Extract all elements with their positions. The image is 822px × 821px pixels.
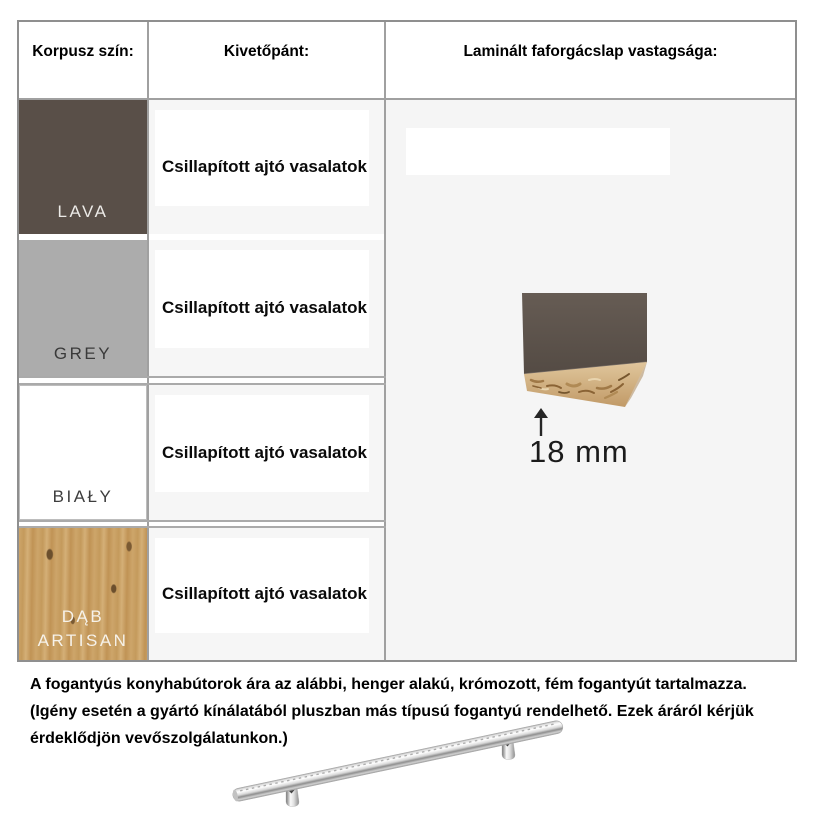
swatch-label-grey: GREY xyxy=(53,344,113,364)
header-vastagsag xyxy=(386,22,795,98)
hinge-text-row-1: Csillapított ajtó vasalatok xyxy=(162,157,367,176)
handle-note-line-3: érdeklődjön vevőszolgálatunkon.) xyxy=(30,730,288,747)
thickness-cell xyxy=(386,100,795,660)
chrome-bar-handle-image xyxy=(225,718,570,813)
hinge-cell-row-1 xyxy=(149,100,384,234)
row-divider xyxy=(19,520,386,522)
color-swatch-grey xyxy=(19,240,147,376)
swatch-label-lava: LAVA xyxy=(57,202,109,222)
hinge-text-row-3: Csillapított ajtó vasalatok xyxy=(162,442,367,462)
hinge-cell-row-3 xyxy=(149,385,384,520)
handle-note-line-1: A fogantyús konyhabútorok ára az alábbi, henger alakú, krómozott, fém fogantyút tartalmazza. xyxy=(30,676,747,693)
color-swatch-bialy xyxy=(19,385,147,520)
swatch-label-bialy: BIAŁY xyxy=(52,487,114,507)
header-korpusz-szin xyxy=(19,22,147,98)
swatch-label-dab-artisan: DĄB ARTISAN xyxy=(37,606,129,651)
hinge-text-row-4: Csillapított ajtó vasalatok xyxy=(162,584,367,603)
chipboard-edge-sample-image xyxy=(519,292,649,412)
header-kivetopant-label: Kivetőpánt: xyxy=(223,43,310,60)
color-swatch-lava xyxy=(19,100,147,234)
header-korpusz-szin-label: Korpusz szín: xyxy=(32,43,134,60)
thickness-value: 18 mm xyxy=(529,434,629,469)
hinge-cell-row-4 xyxy=(149,528,384,660)
hinge-text-row-2: Csillapított ajtó vasalatok xyxy=(162,298,367,317)
row-divider xyxy=(19,376,386,378)
color-swatch-dab-artisan xyxy=(19,528,147,660)
spec-table xyxy=(17,20,797,662)
header-vastagsag-label: Laminált faforgácslap vastagsága: xyxy=(463,43,718,60)
hinge-cell-row-2 xyxy=(149,240,384,376)
white-patch xyxy=(406,128,670,175)
handle-note-line-2: (Igény esetén a gyártó kínálatából pluszban más típusú fogantyú rendelhető. Ezek áráról kérjük xyxy=(30,703,754,720)
header-kivetopant xyxy=(149,22,384,98)
